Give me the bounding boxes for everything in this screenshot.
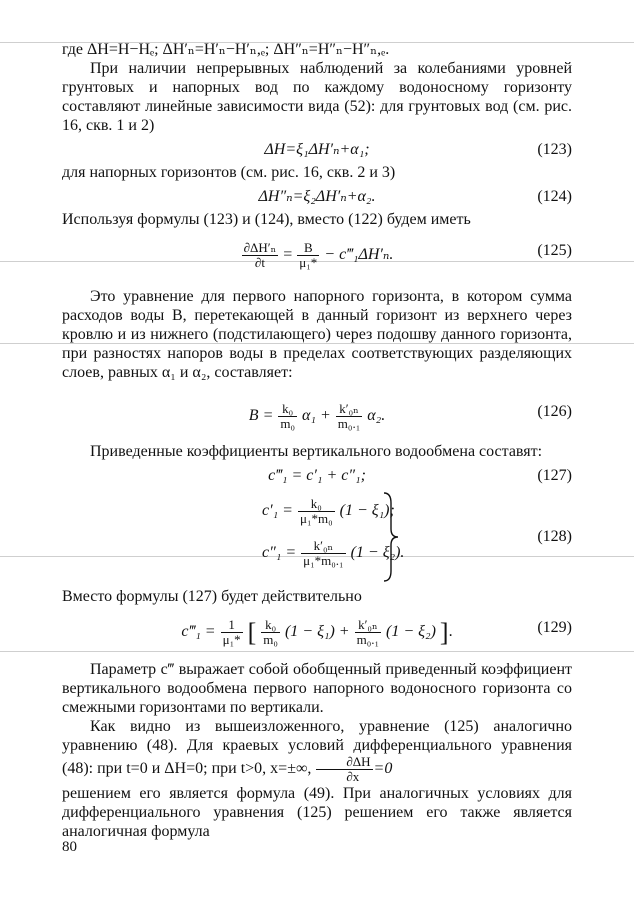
equation-128-end: (1 − ξ₂). bbox=[350, 544, 405, 562]
fraction bbox=[336, 402, 362, 431]
fraction bbox=[278, 402, 297, 431]
page-number: 80 bbox=[62, 839, 77, 855]
page-text bbox=[62, 40, 572, 841]
fraction-numerator: ∂ΔH′ₙ bbox=[243, 240, 277, 255]
fraction bbox=[242, 241, 279, 270]
fraction-denominator: ∂x bbox=[346, 769, 360, 784]
paragraph-8-text: Как видно из вышеизложенного, уравнение (125) аналогично уравнению (48). Для краевых условий дифференциального уравнения (48): при t=0 и ΔH=0; при t>0, x=±∞, bbox=[62, 718, 572, 778]
fraction-numerator: k′₀ₙ bbox=[336, 402, 362, 417]
fraction bbox=[316, 755, 372, 784]
equation-128-number: (128) bbox=[537, 528, 572, 545]
equation-129: c‴₁ = $\frac{1}{\text{μ₁*}}$ [ $\frac{\text{k₀}}{\text{m₀}}$ (1 − ξ₁) + $\frac{\text{k′₀ₙ}}{\text{m₀.₁}}$ (1 − ξ₂) ]. (129) bbox=[181, 617, 572, 647]
equation-128 bbox=[62, 491, 572, 583]
fraction-numerator: B bbox=[297, 241, 319, 256]
equation-126-end: α₂. bbox=[367, 407, 386, 425]
paragraph-1: При наличии непрерывных наблюдений за колебаниями уровней грунтовых и напорных вод по каждому водоносному горизонту составляют линейные зависимости вида (52): для грунтовых вод (см. рис. 16, скв. 1 и 2) bbox=[62, 60, 572, 134]
fraction bbox=[261, 618, 280, 647]
equation-123 bbox=[62, 137, 572, 161]
equation-125-number: (125) bbox=[537, 242, 572, 259]
right-brace-icon bbox=[382, 491, 400, 583]
paragraph-9: решением его является формула (49). При аналогичных условиях для дифференциального уравнения (125) решением его также является аналогичная формула bbox=[62, 785, 572, 840]
equation-127 bbox=[62, 463, 572, 487]
equation-129-end: (1 − ξ₂) bbox=[386, 623, 436, 641]
fraction-numerator: k₀ bbox=[298, 497, 335, 512]
equation-128-line-1 bbox=[262, 497, 395, 526]
equation-124-number: (124) bbox=[537, 188, 572, 205]
fraction-numerator: ∂ΔH bbox=[316, 755, 372, 770]
equation-127-number: (127) bbox=[537, 467, 572, 484]
fraction-denominator: μ₁* bbox=[299, 255, 318, 270]
equation-124-body: ΔH″ₙ=ξ₂ΔH′ₙ+α₂. bbox=[258, 188, 376, 205]
equation-125-rest: − c‴₁ΔH′ₙ. bbox=[324, 246, 394, 264]
paragraph-4: Это уравнение для первого напорного горизонта, в котором сумма расходов воды B, перетекающей в данный горизонт из верхнего через кровлю и из нижнего (подстилающего) через подошву данного горизонта, при разностях напоров воды в пределах соответствующих разделяющих слоев, равных α₁ и α₂, составляет: bbox=[62, 288, 572, 381]
paragraph-7: Параметр c‴ выражает собой обобщенный приведенный коэффициент вертикального водообмена первого напорного водоносного горизонта со смежными горизонтами по вертикали. bbox=[62, 661, 572, 716]
equation-128-lhs: c″₁ = bbox=[262, 544, 297, 562]
fraction-numerator: k₀ bbox=[278, 402, 297, 417]
equation-129-number: (129) bbox=[537, 619, 572, 636]
fraction bbox=[298, 497, 335, 526]
equation-124 bbox=[62, 184, 572, 208]
paragraph-8 bbox=[62, 717, 572, 784]
fraction-numerator: k′₀ₙ bbox=[301, 539, 345, 554]
equation-128-lhs: c′₁ = bbox=[262, 502, 293, 520]
equation-128-end: (1 − ξ₁); bbox=[339, 502, 395, 520]
fraction-denominator: m₀ bbox=[263, 632, 278, 647]
equation-126-mid: α₁ + bbox=[302, 407, 331, 425]
bracket-open: [ bbox=[247, 618, 257, 647]
fraction-denominator: ∂t bbox=[254, 255, 265, 270]
equation-126-lhs: B = bbox=[248, 407, 274, 425]
paragraph-6: Вместо формулы (127) будет действительно bbox=[62, 588, 362, 605]
intro-line: где ΔH=H−Hₑ; ΔH′ₙ=H′ₙ−H′ₙ,ₑ; ΔH″ₙ=H″ₙ−H″ₙ,ₑ. bbox=[62, 41, 390, 58]
fraction bbox=[221, 618, 243, 647]
equation-123-body: ΔH=ξ₁ΔH′ₙ+α₁; bbox=[264, 141, 370, 158]
fraction-numerator: k′₀ₙ bbox=[355, 618, 381, 633]
fraction-denominator: μ₁* bbox=[222, 632, 241, 647]
fraction-numerator: 1 bbox=[221, 618, 243, 633]
paragraph-2: для напорных горизонтов (см. рис. 16, скв. 2 и 3) bbox=[62, 164, 396, 181]
fraction bbox=[297, 241, 319, 270]
fraction-denominator: m₀ bbox=[280, 416, 296, 431]
fraction-denominator: μ₁*m₀ bbox=[299, 511, 333, 526]
fraction-denominator: μ₁*m₀.₁ bbox=[303, 553, 344, 568]
fraction-denominator: m₀.₁ bbox=[337, 416, 361, 431]
fraction bbox=[301, 539, 345, 568]
equation-125: $\frac{\text{∂ΔH′ₙ}}{\partial t}$ = $\frac{B}{\text{μ₁*}}$ − c‴₁ΔH′ₙ. (125) bbox=[243, 240, 572, 270]
equation-123-number: (123) bbox=[537, 141, 572, 158]
paragraph-8-end: =0 bbox=[373, 760, 393, 778]
bracket-close: ] bbox=[439, 618, 449, 647]
paragraph-5: Приведенные коэффициенты вертикального водообмена составят: bbox=[90, 443, 543, 460]
fraction-numerator: k₀ bbox=[261, 618, 280, 633]
fraction-denominator: m₀.₁ bbox=[356, 632, 380, 647]
fraction bbox=[355, 618, 381, 647]
equation-129-lhs: c‴₁ = bbox=[181, 623, 216, 641]
equation-126-number: (126) bbox=[537, 403, 572, 420]
equation-126 bbox=[62, 392, 572, 432]
paragraph-3: Используя формулы (123) и (124), вместо (122) будем иметь bbox=[62, 211, 471, 228]
equation-127-body: c‴₁ = c′₁ + c″₁; bbox=[268, 467, 366, 484]
equation-129-mid: (1 − ξ₁) + bbox=[284, 623, 350, 641]
